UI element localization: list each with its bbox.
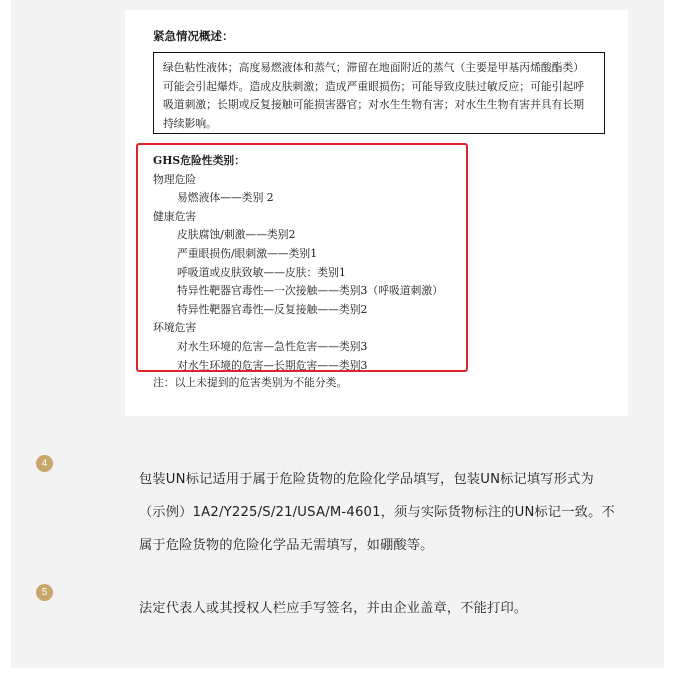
classification-note: 注：以上未提到的危害类别为不能分类。 [153,376,348,389]
list-item: 特异性靶器官毒性—反复接触——类别2 [177,302,368,316]
list-item: 易燃液体——类别 2 [177,191,274,205]
physical-hazard-label: 物理危险 [153,172,197,186]
emergency-overview-title: 紧急情况概述： [153,29,234,43]
ghs-classification-list [153,152,483,375]
environmental-hazard-label: 环境危害 [153,321,197,335]
list-item: 对水生环境的危害—急性危害——类别3 [177,339,368,353]
content-panel [11,0,664,668]
step-text-4: 包装UN标记适用于属于危险货物的危险化学品填写，包装UN标记填写形式为（示例）1A2/Y225/S/21/USA/M-4601，须与实际货物标注的UN标记一致。不属于危险货物的危险化学品无需填写，如硼酸等。 [139,472,615,553]
list-item: 呼吸道或皮肤致敏——皮肤：类别1 [177,265,346,279]
step-badge-5: 5 [36,584,53,601]
step-badge-4: 4 [36,455,53,472]
health-hazard-label: 健康危害 [153,209,197,223]
list-item: 特异性靶器官毒性—一次接触——类别3（呼吸道刺激） [177,284,443,298]
sds-document-image [125,10,628,416]
step-text-5: 法定代表人或其授权人栏应手写签名，并由企业盖章，不能打印。 [139,601,528,616]
ghs-heading: GHS危险性类别： [153,154,245,167]
emergency-summary-box: 绿色粘性液体；高度易燃液体和蒸气；滞留在地面附近的蒸气（主要是甲基丙烯酸酯类）可能会引起爆炸。造成皮肤刺激；造成严重眼损伤；可能导致皮肤过敏反应；可能引起呼吸道刺激；长期或反复接触可能损害器官；对水生生物有害；对水生生物有害并具有长期持续影响。 [153,52,605,134]
list-item: 皮肤腐蚀/刺激——类别2 [177,228,296,242]
list-item: 严重眼损伤/眼刺激——类别1 [177,246,318,260]
list-item: 对水生环境的危害—长期危害——类别3 [177,358,368,372]
